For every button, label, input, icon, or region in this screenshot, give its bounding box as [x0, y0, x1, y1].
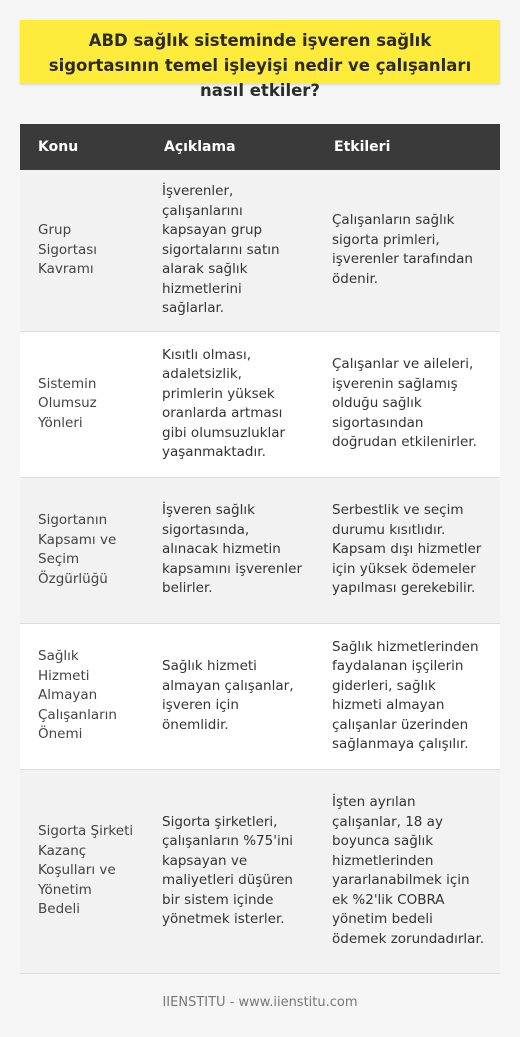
table-row — [20, 331, 500, 477]
table-row — [20, 170, 500, 331]
cell-description: Sağlık hizmeti almayan çalışanlar, işveren için önemlidir. — [146, 623, 316, 769]
column-header-description: Açıklama — [146, 124, 316, 170]
column-header-effects: Etkileri — [316, 124, 500, 170]
table-header-row — [20, 124, 500, 170]
cell-effects: İşten ayrılan çalışanlar, 18 ay boyunca sağlık hizmetlerinden yararlanabilmek için ek %2'lik COBRA yönetim bedeli ödemek zorundadırlar. — [316, 769, 500, 973]
cell-description: Kısıtlı olması, adaletsizlik, primlerin yüksek oranlarda artması gibi olumsuzluklar yaşanmaktadır. — [146, 331, 316, 477]
cell-effects: Çalışanların sağlık sigorta primleri, işverenler tarafından ödenir. — [316, 170, 500, 331]
cell-description: İşverenler, çalışanlarını kapsayan grup sigortalarını satın alarak sağlık hizmetlerini sağlarlar. — [146, 170, 316, 331]
table-row — [20, 769, 500, 973]
cell-topic: Sigorta Şirketi Kazanç Koşulları ve Yönetim Bedeli — [20, 769, 146, 973]
table-row — [20, 623, 500, 769]
cell-effects: Serbestlik ve seçim durumu kısıtlıdır. Kapsam dışı hizmetler için yüksek ödemeler yapılması gerekebilir. — [316, 477, 500, 623]
cell-description: İşveren sağlık sigortasında, alınacak hizmetin kapsamını işverenler belirler. — [146, 477, 316, 623]
cell-topic: Sistemin Olumsuz Yönleri — [20, 331, 146, 477]
cell-effects: Sağlık hizmetlerinden faydalanan işçilerin giderleri, sağlık hizmeti almayan çalışanlar üzerinden sağlanmaya çalışılır. — [316, 623, 500, 769]
column-header-topic: Konu — [20, 124, 146, 170]
cell-description: Sigorta şirketleri, çalışanların %75'ini kapsayan ve maliyetleri düşüren bir sistem içinde yönetmek isterler. — [146, 769, 316, 973]
cell-topic: Grup Sigortası Kavramı — [20, 170, 146, 331]
table-row — [20, 477, 500, 623]
info-table — [20, 124, 500, 974]
cell-topic: Sağlık Hizmeti Almayan Çalışanların Önemi — [20, 623, 146, 769]
cell-effects: Çalışanlar ve aileleri, işverenin sağlamış olduğu sağlık sigortasından doğrudan etkilenirler. — [316, 331, 500, 477]
cell-topic: Sigortanın Kapsamı ve Seçim Özgürlüğü — [20, 477, 146, 623]
footer-credit: IIENSTITU - www.iienstitu.com — [162, 995, 358, 1010]
page-title: ABD sağlık sisteminde işveren sağlık sigortasının temel işleyişi nedir ve çalışanları nasıl etkiler? — [20, 20, 500, 84]
